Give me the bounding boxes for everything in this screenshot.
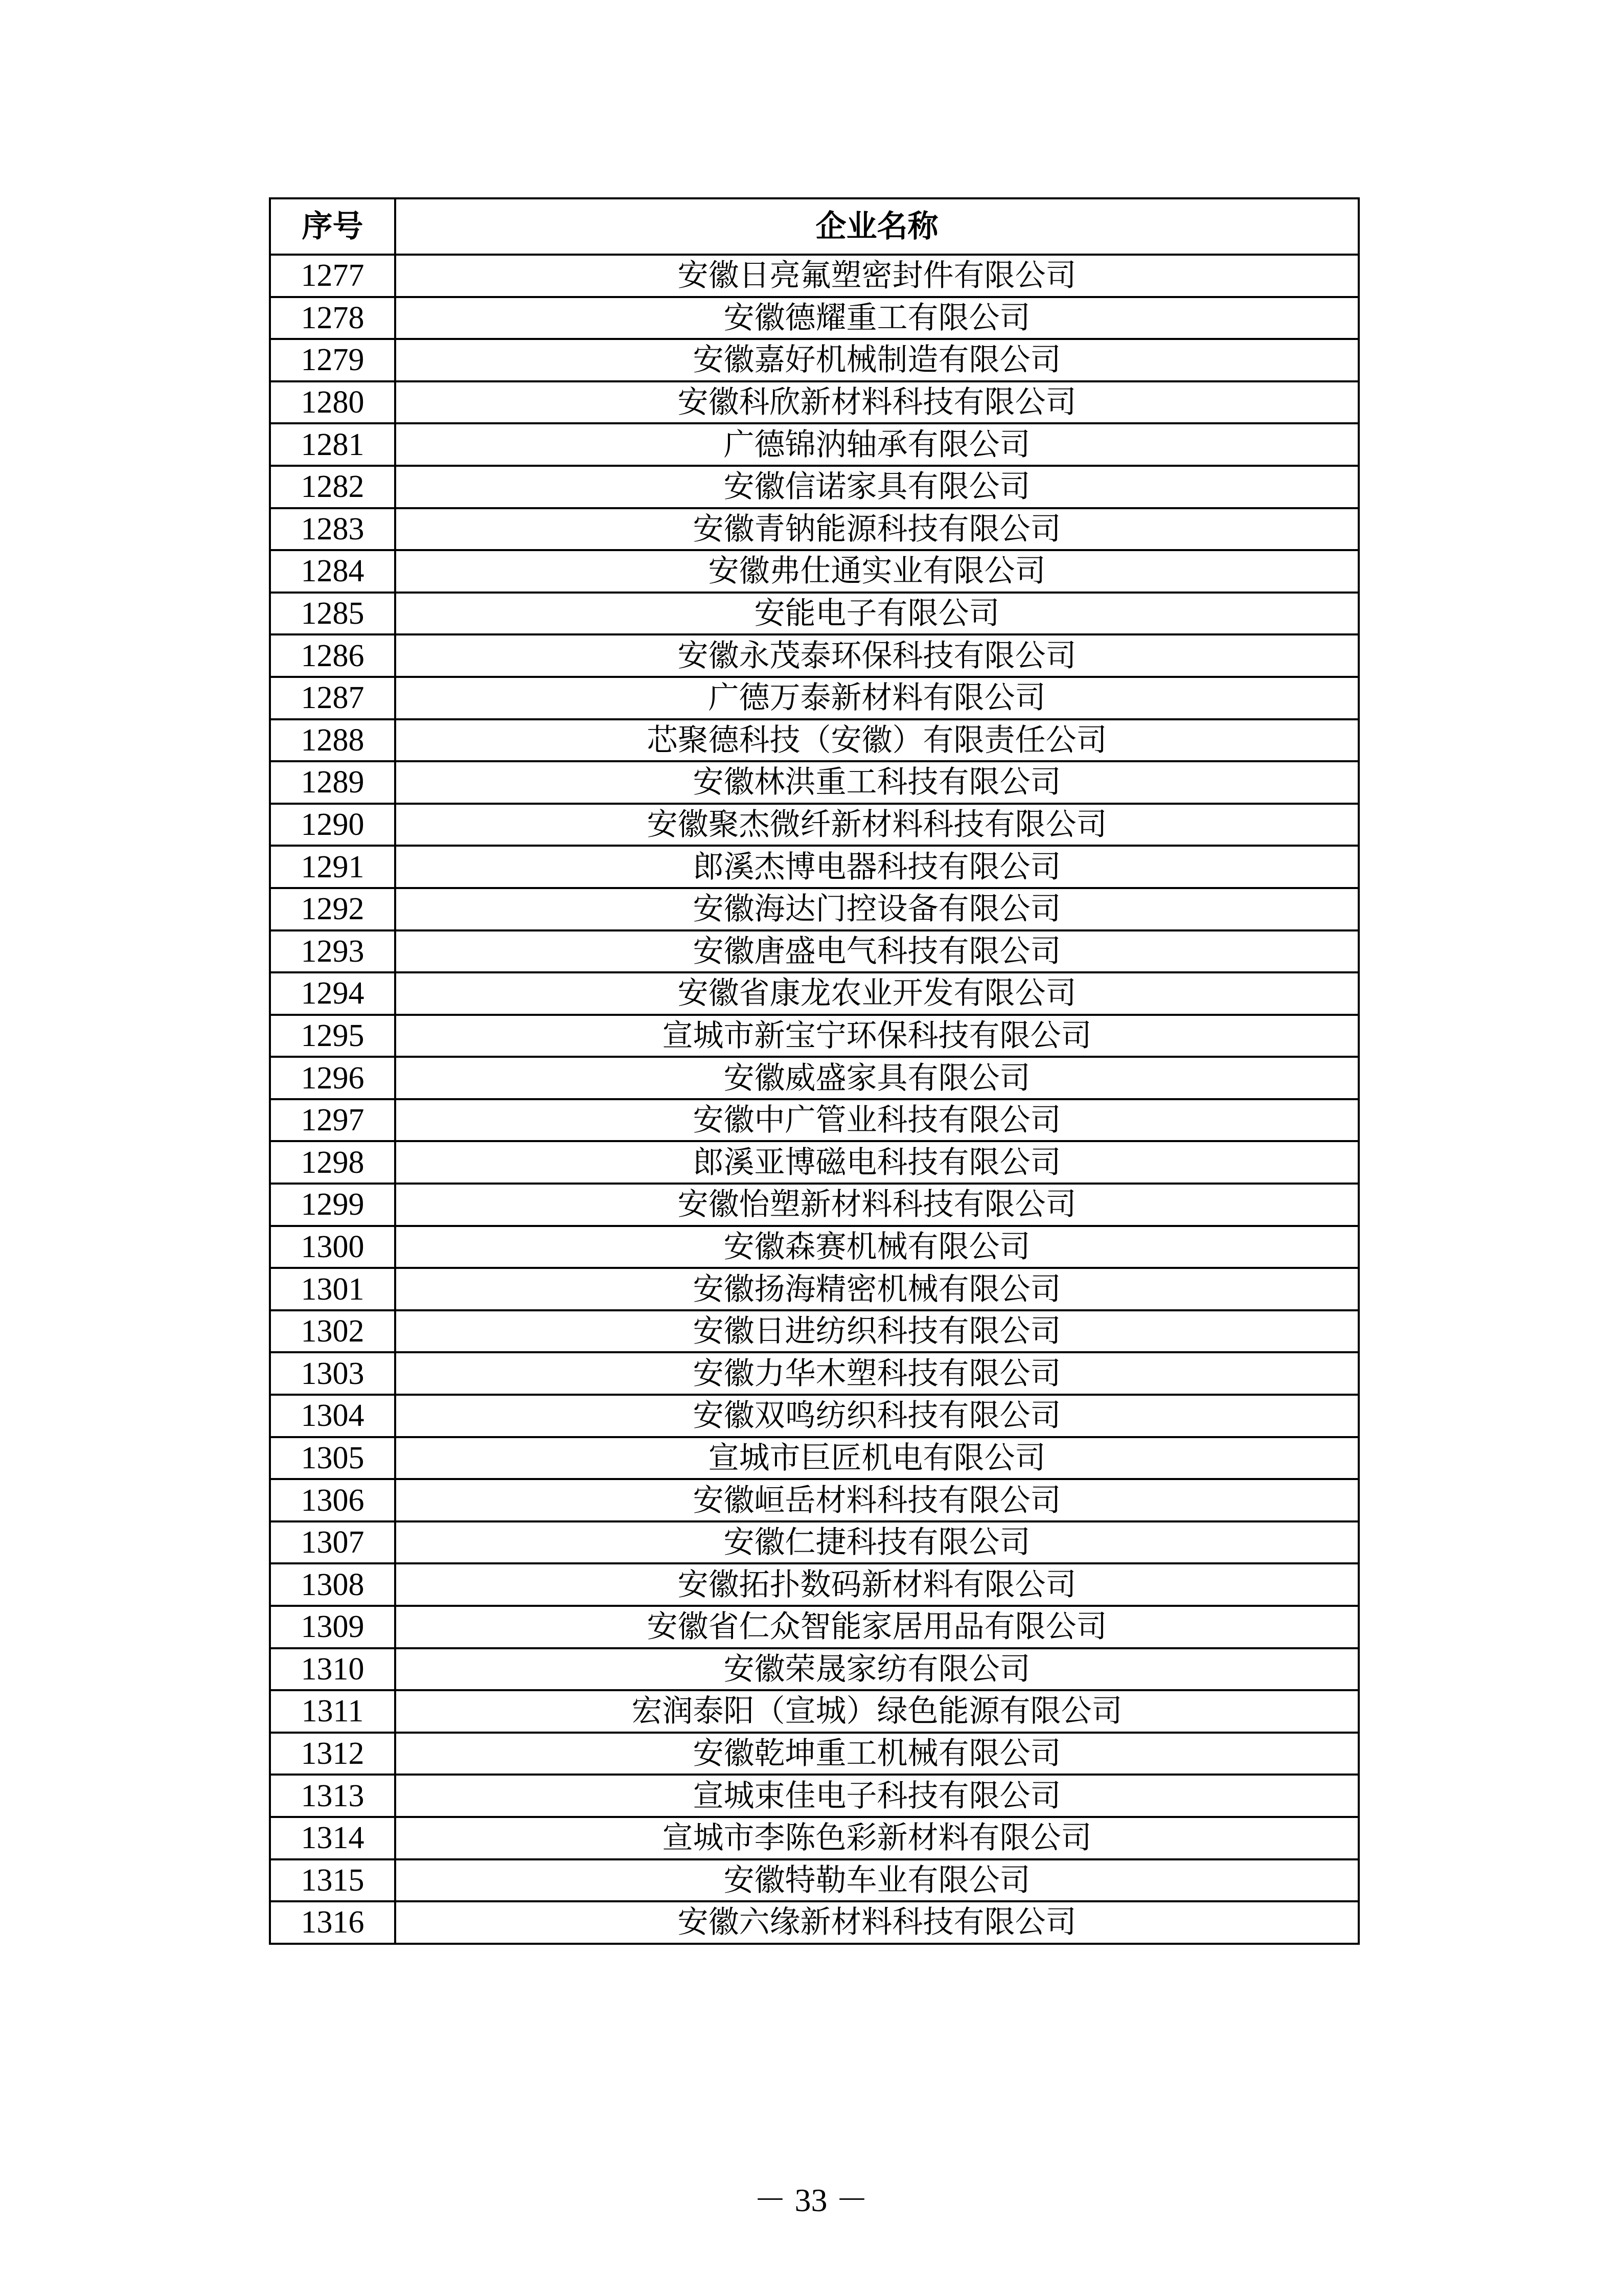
serial-number-cell: 1309 [270,1606,395,1648]
serial-number-cell: 1290 [270,804,395,846]
enterprise-name-cell: 安徽海达门控设备有限公司 [395,888,1359,930]
table-row [270,466,1359,508]
serial-number-cell: 1281 [270,423,395,466]
enterprise-name-cell: 宣城束佳电子科技有限公司 [395,1775,1359,1817]
serial-number-cell: 1315 [270,1859,395,1902]
enterprise-name-cell: 安徽永茂泰环保科技有限公司 [395,634,1359,677]
serial-number-cell: 1303 [270,1352,395,1395]
enterprise-name-cell: 安徽聚杰微纤新材料科技有限公司 [395,804,1359,846]
enterprise-name-cell: 安徽德耀重工有限公司 [395,297,1359,339]
table-row [270,930,1359,973]
serial-number-cell: 1282 [270,466,395,508]
table-row [270,1310,1359,1353]
serial-number-cell: 1308 [270,1563,395,1606]
enterprise-name-cell: 宣城市李陈色彩新材料有限公司 [395,1817,1359,1859]
enterprise-name-cell: 安徽青钠能源科技有限公司 [395,508,1359,551]
table-row [270,1395,1359,1437]
serial-number-cell: 1313 [270,1775,395,1817]
table-row [270,846,1359,888]
serial-number-cell: 1287 [270,677,395,719]
serial-number-cell: 1294 [270,972,395,1015]
serial-number-cell: 1279 [270,339,395,381]
enterprise-name-cell: 安徽拓扑数码新材料有限公司 [395,1563,1359,1606]
enterprise-name-cell: 安徽扬海精密机械有限公司 [395,1268,1359,1310]
table-row [270,1141,1359,1184]
enterprise-name-cell: 安徽仁捷科技有限公司 [395,1521,1359,1564]
enterprise-name-cell: 广德锦汭轴承有限公司 [395,423,1359,466]
table-row [270,1563,1359,1606]
enterprise-name-cell: 安徽信诺家具有限公司 [395,466,1359,508]
table-row [270,1859,1359,1902]
enterprise-name-cell: 安徽嘉好机械制造有限公司 [395,339,1359,381]
serial-number-cell: 1302 [270,1310,395,1353]
serial-number-cell: 1301 [270,1268,395,1310]
enterprise-name-cell: 安徽威盛家具有限公司 [395,1057,1359,1099]
serial-number-cell: 1312 [270,1733,395,1775]
enterprise-name-cell: 宏润泰阳（宣城）绿色能源有限公司 [395,1690,1359,1733]
serial-number-cell: 1307 [270,1521,395,1564]
serial-number-cell: 1306 [270,1479,395,1521]
table-row [270,972,1359,1015]
table-row [270,508,1359,551]
table-row [270,297,1359,339]
enterprise-name-cell: 郎溪亚博磁电科技有限公司 [395,1141,1359,1184]
table-row [270,1479,1359,1521]
serial-number-cell: 1285 [270,593,395,635]
enterprise-name-cell: 安徽弗仕通实业有限公司 [395,550,1359,593]
table-row [270,1817,1359,1859]
table-row [270,1226,1359,1268]
table-row [270,339,1359,381]
enterprise-table [269,197,1360,1945]
serial-number-cell: 1293 [270,930,395,973]
table-row [270,634,1359,677]
table-row [270,1775,1359,1817]
table-row [270,888,1359,930]
serial-number-cell: 1314 [270,1817,395,1859]
table-row [270,1901,1359,1944]
table-body [270,255,1359,1944]
serial-number-cell: 1305 [270,1437,395,1480]
enterprise-name-cell: 安能电子有限公司 [395,593,1359,635]
enterprise-name-cell: 安徽省康龙农业开发有限公司 [395,972,1359,1015]
table-row [270,1437,1359,1480]
enterprise-name-cell: 安徽省仁众智能家居用品有限公司 [395,1606,1359,1648]
enterprise-name-cell: 安徽中广管业科技有限公司 [395,1099,1359,1142]
header-serial-number: 序号 [270,198,395,255]
page-number: － 33 － [753,2182,869,2218]
table-row [270,1015,1359,1057]
table-header-row [270,198,1359,255]
serial-number-cell: 1278 [270,297,395,339]
serial-number-cell: 1289 [270,761,395,804]
enterprise-name-cell: 芯聚德科技（安徽）有限责任公司 [395,719,1359,762]
table-row [270,1648,1359,1691]
table-row [270,255,1359,297]
enterprise-name-cell: 安徽六缘新材料科技有限公司 [395,1901,1359,1944]
enterprise-name-cell: 安徽荣晟家纺有限公司 [395,1648,1359,1691]
enterprise-name-cell: 宣城市巨匠机电有限公司 [395,1437,1359,1480]
serial-number-cell: 1310 [270,1648,395,1691]
enterprise-name-cell: 郎溪杰博电器科技有限公司 [395,846,1359,888]
table-row [270,719,1359,762]
enterprise-name-cell: 安徽双鸣纺织科技有限公司 [395,1395,1359,1437]
serial-number-cell: 1280 [270,381,395,424]
table-row [270,1606,1359,1648]
enterprise-name-cell: 安徽怡塑新材料科技有限公司 [395,1184,1359,1226]
enterprise-name-cell: 安徽峘岳材料科技有限公司 [395,1479,1359,1521]
serial-number-cell: 1286 [270,634,395,677]
table-row [270,1352,1359,1395]
table-row [270,593,1359,635]
serial-number-cell: 1300 [270,1226,395,1268]
serial-number-cell: 1295 [270,1015,395,1057]
table-row [270,1690,1359,1733]
table-row [270,1733,1359,1775]
table-row [270,550,1359,593]
enterprise-name-cell: 安徽科欣新材料科技有限公司 [395,381,1359,424]
serial-number-cell: 1288 [270,719,395,762]
table-row [270,804,1359,846]
table-row [270,1521,1359,1564]
enterprise-name-cell: 安徽日进纺织科技有限公司 [395,1310,1359,1353]
serial-number-cell: 1277 [270,255,395,297]
table-row [270,381,1359,424]
table-row [270,1099,1359,1142]
table-row [270,1057,1359,1099]
serial-number-cell: 1296 [270,1057,395,1099]
table-row [270,423,1359,466]
serial-number-cell: 1283 [270,508,395,551]
enterprise-name-cell: 安徽日亮氟塑密封件有限公司 [395,255,1359,297]
serial-number-cell: 1316 [270,1901,395,1944]
table-row [270,1268,1359,1310]
enterprise-name-cell: 广德万泰新材料有限公司 [395,677,1359,719]
enterprise-name-cell: 安徽力华木塑科技有限公司 [395,1352,1359,1395]
table-row [270,677,1359,719]
enterprise-name-cell: 安徽唐盛电气科技有限公司 [395,930,1359,973]
table-row [270,761,1359,804]
enterprise-name-cell: 安徽特勒车业有限公司 [395,1859,1359,1902]
serial-number-cell: 1284 [270,550,395,593]
enterprise-name-cell: 安徽林洪重工科技有限公司 [395,761,1359,804]
serial-number-cell: 1297 [270,1099,395,1142]
header-enterprise-name: 企业名称 [395,198,1359,255]
enterprise-name-cell: 安徽乾坤重工机械有限公司 [395,1733,1359,1775]
serial-number-cell: 1304 [270,1395,395,1437]
serial-number-cell: 1292 [270,888,395,930]
serial-number-cell: 1311 [270,1690,395,1733]
enterprise-name-cell: 安徽森赛机械有限公司 [395,1226,1359,1268]
serial-number-cell: 1298 [270,1141,395,1184]
table-row [270,1184,1359,1226]
enterprise-name-cell: 宣城市新宝宁环保科技有限公司 [395,1015,1359,1057]
serial-number-cell: 1291 [270,846,395,888]
serial-number-cell: 1299 [270,1184,395,1226]
